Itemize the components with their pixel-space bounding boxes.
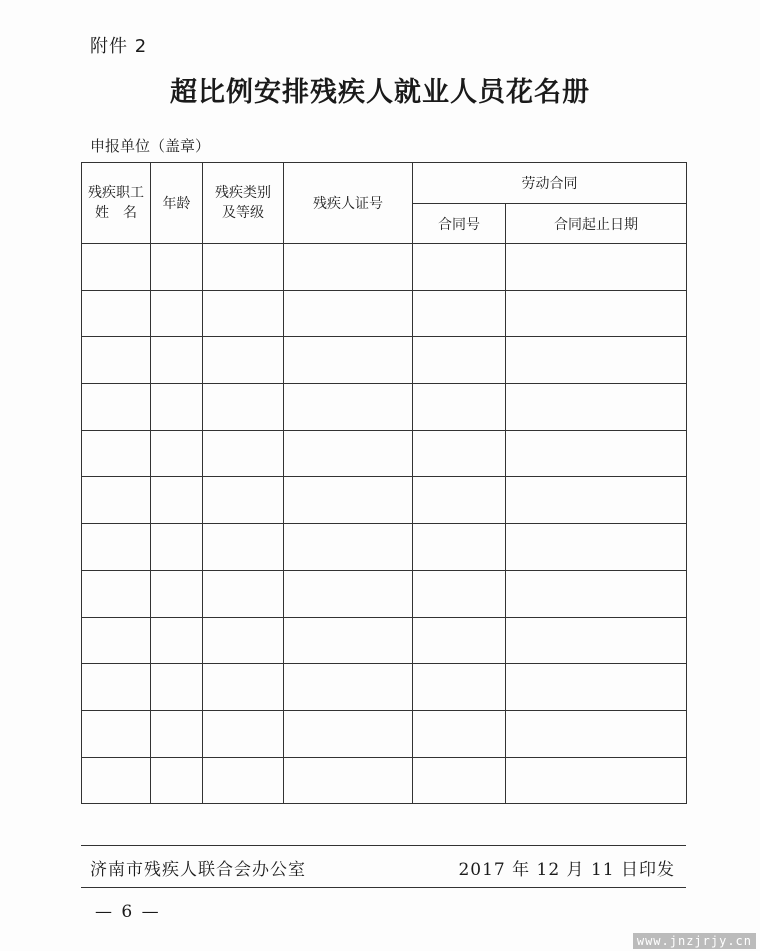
table-cell bbox=[203, 710, 284, 757]
table-row bbox=[82, 384, 687, 431]
header-employee-name bbox=[82, 163, 151, 244]
table-cell bbox=[506, 664, 687, 711]
footer-divider-bottom bbox=[81, 887, 686, 888]
table-row bbox=[82, 710, 687, 757]
table-cell bbox=[203, 664, 284, 711]
table-cell bbox=[82, 290, 151, 337]
table-cell bbox=[284, 664, 413, 711]
table-cell bbox=[413, 524, 506, 571]
table-cell bbox=[203, 757, 284, 804]
footer-divider-top bbox=[81, 845, 686, 846]
table-cell bbox=[203, 337, 284, 384]
header-employee-name-line1: 残疾职工 bbox=[88, 185, 144, 201]
table-cell bbox=[151, 384, 203, 431]
table-row bbox=[82, 524, 687, 571]
header-certificate-number: 残疾人证号 bbox=[284, 163, 413, 244]
table-cell bbox=[82, 710, 151, 757]
header-age: 年龄 bbox=[151, 163, 203, 244]
table-cell bbox=[82, 570, 151, 617]
header-disability-category-line1: 残疾类别 bbox=[215, 185, 271, 201]
table-cell bbox=[506, 337, 687, 384]
table-cell bbox=[151, 477, 203, 524]
header-disability-category-line2: 及等级 bbox=[222, 205, 264, 221]
table-cell bbox=[413, 290, 506, 337]
table-row bbox=[82, 430, 687, 477]
roster-table bbox=[81, 162, 687, 804]
table-cell bbox=[151, 430, 203, 477]
table-cell bbox=[203, 430, 284, 477]
header-labor-contract: 劳动合同 bbox=[413, 163, 687, 204]
table-row bbox=[82, 617, 687, 664]
table-cell bbox=[203, 617, 284, 664]
table-row bbox=[82, 757, 687, 804]
page-number: — 6 — bbox=[95, 902, 161, 922]
table-cell bbox=[506, 570, 687, 617]
table-cell bbox=[284, 430, 413, 477]
table-cell bbox=[203, 477, 284, 524]
table-cell bbox=[413, 477, 506, 524]
header-contract-dates: 合同起止日期 bbox=[506, 204, 687, 244]
table-row bbox=[82, 664, 687, 711]
table-cell bbox=[82, 664, 151, 711]
table-cell bbox=[413, 384, 506, 431]
table-cell bbox=[203, 570, 284, 617]
table-cell bbox=[413, 757, 506, 804]
table-cell bbox=[506, 290, 687, 337]
table-cell bbox=[413, 570, 506, 617]
table-cell bbox=[151, 664, 203, 711]
table-cell bbox=[413, 617, 506, 664]
table-cell bbox=[203, 384, 284, 431]
table-row bbox=[82, 337, 687, 384]
table-cell bbox=[284, 757, 413, 804]
table-cell bbox=[506, 384, 687, 431]
table-cell bbox=[413, 710, 506, 757]
table-cell bbox=[284, 384, 413, 431]
table-row bbox=[82, 290, 687, 337]
table-cell bbox=[284, 710, 413, 757]
table-cell bbox=[284, 477, 413, 524]
table-cell bbox=[151, 570, 203, 617]
table-cell bbox=[506, 617, 687, 664]
table-cell bbox=[151, 244, 203, 291]
table-cell bbox=[506, 710, 687, 757]
table-cell bbox=[151, 524, 203, 571]
table-cell bbox=[82, 757, 151, 804]
table-cell bbox=[284, 290, 413, 337]
roster-body bbox=[82, 244, 687, 804]
table-cell bbox=[284, 524, 413, 571]
header-contract-number: 合同号 bbox=[413, 204, 506, 244]
table-cell bbox=[284, 617, 413, 664]
header-employee-name-line2: 姓 名 bbox=[95, 205, 137, 221]
table-row bbox=[82, 570, 687, 617]
table-cell bbox=[151, 290, 203, 337]
reporting-unit-label: 申报单位（盖章） bbox=[90, 137, 211, 155]
table-cell bbox=[151, 337, 203, 384]
table-cell bbox=[284, 570, 413, 617]
header-disability-category bbox=[203, 163, 284, 244]
table-cell bbox=[284, 337, 413, 384]
table-cell bbox=[82, 430, 151, 477]
table-row bbox=[82, 477, 687, 524]
table-cell bbox=[506, 757, 687, 804]
issue-date: 2017 年 12 月 11 日印发 bbox=[458, 860, 675, 880]
table-cell bbox=[151, 757, 203, 804]
table-cell bbox=[203, 244, 284, 291]
table-cell bbox=[413, 430, 506, 477]
table-cell bbox=[151, 617, 203, 664]
table-cell bbox=[506, 524, 687, 571]
table-cell bbox=[82, 524, 151, 571]
table-cell bbox=[82, 337, 151, 384]
table-row bbox=[82, 244, 687, 291]
table-cell bbox=[82, 244, 151, 291]
table-cell bbox=[413, 664, 506, 711]
table-cell bbox=[82, 617, 151, 664]
table-cell bbox=[506, 430, 687, 477]
issuer: 济南市残疾人联合会办公室 bbox=[90, 860, 306, 880]
attachment-label: 附件 2 bbox=[90, 36, 148, 57]
table-cell bbox=[82, 384, 151, 431]
table-cell bbox=[203, 524, 284, 571]
table-cell bbox=[506, 244, 687, 291]
page-title: 超比例安排残疾人就业人员花名册 bbox=[170, 77, 590, 108]
watermark: www.jnzjrjy.cn bbox=[633, 933, 756, 949]
table-cell bbox=[203, 290, 284, 337]
table-cell bbox=[413, 337, 506, 384]
table-cell bbox=[284, 244, 413, 291]
table-cell bbox=[82, 477, 151, 524]
table-cell bbox=[413, 244, 506, 291]
table-cell bbox=[506, 477, 687, 524]
table-cell bbox=[151, 710, 203, 757]
